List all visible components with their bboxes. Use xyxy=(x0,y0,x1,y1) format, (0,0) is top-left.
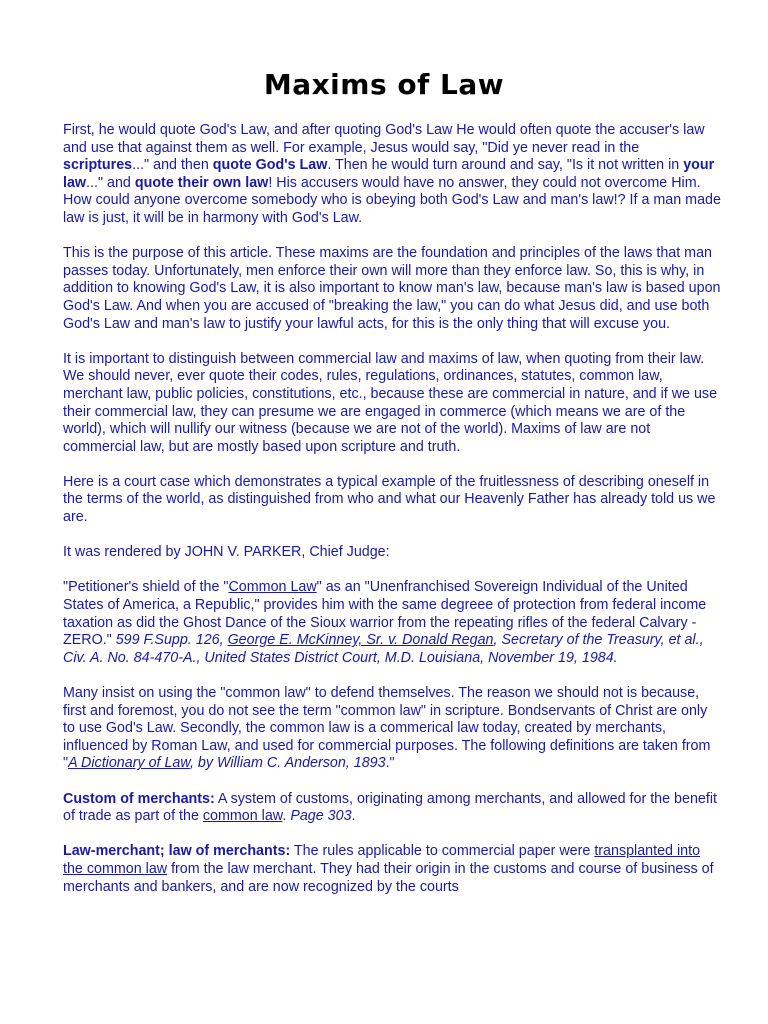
text: . xyxy=(351,808,356,825)
emphasis: quote their own law xyxy=(134,174,269,191)
text: "Petitioner's shield of the " xyxy=(63,579,229,596)
common-law-link[interactable]: common law xyxy=(202,808,283,825)
quote: "Is it not written in xyxy=(566,157,684,174)
definition-law-merchant xyxy=(63,843,723,896)
dictionary-link[interactable]: A Dictionary of Law xyxy=(68,755,190,772)
definition-text: from the law merchant. They had their origin in the customs and course of business of merchants and bankers, and are now recognized by the courts xyxy=(63,860,714,895)
paragraph-2: This is the purpose of this article. These maxims are the foundation and principles of the laws that man passes today. Unfortunately, men enforce their own will more than they enforce law. So, this is why, in addition to knowing God's Law, it is also important to know man's law, because man's law is based upon God's Law. And when you are accused of "breaking the law," you can do what Jesus did, and use both God's Law and man's law to justify your lawful acts, for this is the only thing that will excuse you. xyxy=(63,245,721,332)
paragraph-1 xyxy=(63,122,723,228)
text: ! His accusers would have no answer, they could not overcome Him. How could anyone overcome somebody who is obeying both God's Law and man's law!? If a man made law is just, it will be in harmony with God's Law. xyxy=(63,174,721,226)
emphasis: quote God's Law xyxy=(212,157,328,174)
case-link[interactable]: George E. McKinney, Sr. v. Donald Regan xyxy=(227,632,494,649)
quote: "Did ye never read in the xyxy=(482,139,640,156)
emphasis: scriptures xyxy=(63,157,133,174)
paragraph-6-quotation xyxy=(63,579,723,667)
emphasis: your law xyxy=(63,157,715,191)
definition-term: Law-merchant; law of merchants: xyxy=(63,843,291,860)
text: . xyxy=(282,808,291,825)
text: " as an "Unenfranchised Sovereign Individual of the United States of America, a Republic," provides him with the same degreee of protection from federal income taxation as did the Ghost Dance of the Sioux warrior from the repeating rifles of the federal Calvary - ZERO." xyxy=(63,579,707,649)
paragraph-7 xyxy=(63,685,723,773)
transplanted-link[interactable]: transplanted into the common law xyxy=(63,843,701,877)
definition-custom-of-merchants xyxy=(63,791,723,826)
page-title: Maxims of Law xyxy=(263,68,505,101)
text: . Then he would turn around and say, xyxy=(327,157,567,174)
text: First, he would quote God's Law, and after quoting God's Law He would often quote the accuser's law and use that against them as well. For example, Jesus would say, xyxy=(63,122,705,156)
text: and then xyxy=(149,157,213,174)
text: and xyxy=(103,174,135,191)
quote-end: ..." xyxy=(86,174,104,191)
paragraph-4: Here is a court case which demonstrates a typical example of the fruitlessness of describing oneself in the terms of the world, as distinguished from who and what our Heavenly Father has already told us we are. xyxy=(63,473,716,526)
citation: 599 F.Supp. 126, xyxy=(115,632,228,649)
article-body xyxy=(63,122,723,914)
paragraph-3: It is important to distinguish between commercial law and maxims of law, when quoting from their law. We should never, ever quote their codes, rules, regulations, ordinances, statutes, common law, merchant law, public policies, constitutions, etc., because these are commercial in nature, and if we use their commercial law, they can presume we are engaged in commerce (which means we are of the world), which will nullify our witness (because we are not of the world). Maxims of law are not commercial law, but are mostly based upon scripture and truth. xyxy=(63,350,718,455)
text: Many insist on using the "common law" to defend themselves. The reason we should not is because, first and foremost, you do not see the term "common law" in scripture. Bondservants of Christ are only to use God's Law. Secondly, the common law is a commerical law today, created by merchants, influenced by Roman Law, and used for commercial purposes. The following definitions are taken from " xyxy=(63,685,711,772)
definition-term: Custom of merchants: xyxy=(63,790,215,807)
text: ." xyxy=(385,755,395,772)
citation: , Secretary of the Treasury, et al., Civ. A. No. 84-470-A., United States District Court, M.D. Louisiana, November 19, 1984. xyxy=(63,632,704,666)
common-law-link[interactable]: Common Law xyxy=(228,579,317,596)
citation: , by William C. Anderson, 1893 xyxy=(189,755,386,772)
definition-text: A system of customs, originating among merchants, and allowed for the benefit of trade as part of the xyxy=(63,790,717,825)
page-reference: Page 303 xyxy=(290,808,352,825)
quote-end: ..." xyxy=(132,157,150,174)
paragraph-5: It was rendered by JOHN V. PARKER, Chief Judge: xyxy=(63,544,390,561)
definition-text: The rules applicable to commercial paper were xyxy=(290,843,595,860)
